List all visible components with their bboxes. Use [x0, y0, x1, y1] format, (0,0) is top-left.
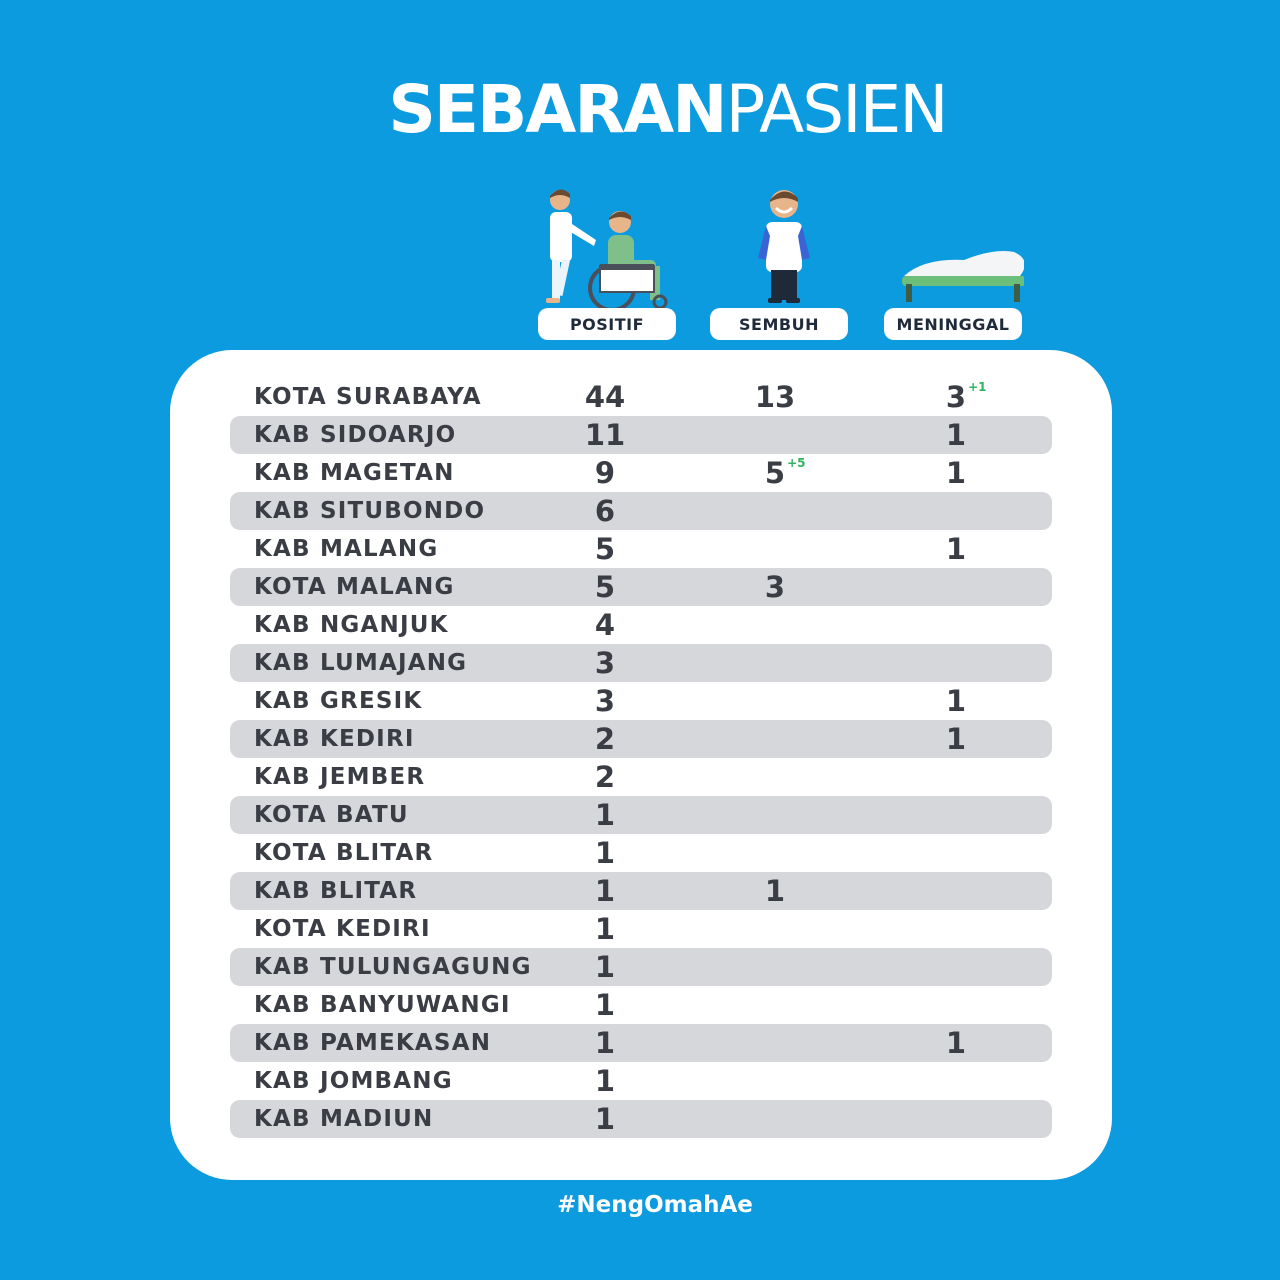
meninggal-value: 1	[945, 684, 967, 718]
title-bold: SEBARAN	[388, 71, 726, 148]
meninggal-value: 1	[945, 456, 967, 490]
column-header-meninggal	[884, 180, 1024, 342]
nurse-wheelchair-icon	[538, 180, 678, 310]
positif-value: 3	[594, 646, 616, 680]
meninggal-value: 1	[945, 418, 967, 452]
hashtag: #NengOmahAe	[557, 1192, 753, 1218]
table-row	[230, 644, 1052, 682]
recovered-person-icon	[710, 180, 850, 310]
meninggal-count	[916, 380, 996, 414]
positif-value: 1	[594, 988, 616, 1022]
positif-count	[565, 494, 645, 528]
table-row	[230, 606, 1052, 644]
positif-count	[565, 988, 645, 1022]
sembuh-delta: +5	[787, 456, 806, 470]
meninggal-count	[916, 722, 996, 756]
meninggal-count	[916, 1026, 996, 1060]
positif-count	[565, 760, 645, 794]
page-title	[0, 70, 1280, 150]
sembuh-value: 5	[764, 456, 786, 490]
table-row	[230, 986, 1052, 1024]
positif-count	[565, 418, 645, 452]
meninggal-value: 1	[945, 722, 967, 756]
sembuh-count	[735, 380, 815, 414]
region-name: KOTA BATU	[254, 802, 409, 828]
positif-value: 44	[584, 380, 626, 414]
region-name: KAB KEDIRI	[254, 726, 415, 752]
positif-count	[565, 570, 645, 604]
positif-count	[565, 1064, 645, 1098]
positif-value: 1	[594, 1102, 616, 1136]
sembuh-value: 13	[754, 380, 796, 414]
positif-value: 5	[594, 532, 616, 566]
region-name: KOTA KEDIRI	[254, 916, 431, 942]
meninggal-count	[916, 684, 996, 718]
table-row	[230, 492, 1052, 530]
sembuh-label: SEMBUH	[710, 308, 848, 340]
region-name: KAB SIDOARJO	[254, 422, 457, 448]
positif-count	[565, 912, 645, 946]
title-light: PASIEN	[725, 71, 947, 148]
meninggal-value: 1	[945, 532, 967, 566]
positif-value: 2	[594, 760, 616, 794]
positif-value: 2	[594, 722, 616, 756]
positif-value: 1	[594, 874, 616, 908]
region-name: KOTA SURABAYA	[254, 384, 482, 410]
positif-count	[565, 836, 645, 870]
region-name: KOTA MALANG	[254, 574, 455, 600]
positif-value: 1	[594, 798, 616, 832]
table-row	[230, 378, 1052, 416]
positif-count	[565, 722, 645, 756]
table-row	[230, 416, 1052, 454]
table-row	[230, 454, 1052, 492]
region-name: KAB SITUBONDO	[254, 498, 486, 524]
region-name: KAB BANYUWANGI	[254, 992, 511, 1018]
positif-count	[565, 532, 645, 566]
table-row	[230, 948, 1052, 986]
positif-value: 1	[594, 1064, 616, 1098]
table-row	[230, 530, 1052, 568]
meninggal-count	[916, 532, 996, 566]
positif-value: 6	[594, 494, 616, 528]
region-name: KAB MAGETAN	[254, 460, 455, 486]
table-row	[230, 834, 1052, 872]
positif-value: 3	[594, 684, 616, 718]
table-row	[230, 1100, 1052, 1138]
positif-value: 11	[584, 418, 626, 452]
sembuh-value: 3	[764, 570, 786, 604]
positif-count	[565, 380, 645, 414]
positif-label: POSITIF	[538, 308, 676, 340]
meninggal-count	[916, 418, 996, 452]
meninggal-count	[916, 456, 996, 490]
positif-count	[565, 684, 645, 718]
table-row	[230, 682, 1052, 720]
positif-count	[565, 874, 645, 908]
table-row	[230, 910, 1052, 948]
region-name: KAB LUMAJANG	[254, 650, 468, 676]
region-name: KAB NGANJUK	[254, 612, 449, 638]
region-name: KAB JEMBER	[254, 764, 426, 790]
region-name: KOTA BLITAR	[254, 840, 434, 866]
region-name: KAB MADIUN	[254, 1106, 434, 1132]
positif-count	[565, 646, 645, 680]
positif-count	[565, 456, 645, 490]
table-row	[230, 568, 1052, 606]
meninggal-label: MENINGGAL	[884, 308, 1022, 340]
table-row	[230, 720, 1052, 758]
table-row	[230, 872, 1052, 910]
table-row	[230, 796, 1052, 834]
table-row	[230, 758, 1052, 796]
region-name: KAB TULUNGAGUNG	[254, 954, 532, 980]
patient-table	[230, 378, 1052, 1138]
sembuh-count	[735, 570, 815, 604]
region-name: KAB PAMEKASAN	[254, 1030, 492, 1056]
meninggal-value: 3	[945, 380, 967, 414]
positif-value: 1	[594, 950, 616, 984]
region-name: KAB MALANG	[254, 536, 439, 562]
region-name: KAB JOMBANG	[254, 1068, 453, 1094]
column-header-positif	[538, 180, 678, 342]
region-name: KAB BLITAR	[254, 878, 418, 904]
meninggal-delta: +1	[968, 380, 987, 394]
positif-count	[565, 1026, 645, 1060]
table-row	[230, 1062, 1052, 1100]
positif-value: 1	[594, 912, 616, 946]
meninggal-value: 1	[945, 1026, 967, 1060]
sembuh-value: 1	[764, 874, 786, 908]
positif-count	[565, 1102, 645, 1136]
positif-value: 4	[594, 608, 616, 642]
positif-value: 1	[594, 836, 616, 870]
positif-count	[565, 798, 645, 832]
positif-value: 5	[594, 570, 616, 604]
sembuh-count	[735, 456, 815, 490]
region-name: KAB GRESIK	[254, 688, 423, 714]
table-row	[230, 1024, 1052, 1062]
covered-stretcher-icon	[884, 180, 1024, 310]
positif-count	[565, 608, 645, 642]
positif-value: 1	[594, 1026, 616, 1060]
positif-count	[565, 950, 645, 984]
column-header-sembuh	[710, 180, 850, 342]
sembuh-count	[735, 874, 815, 908]
positif-value: 9	[594, 456, 616, 490]
